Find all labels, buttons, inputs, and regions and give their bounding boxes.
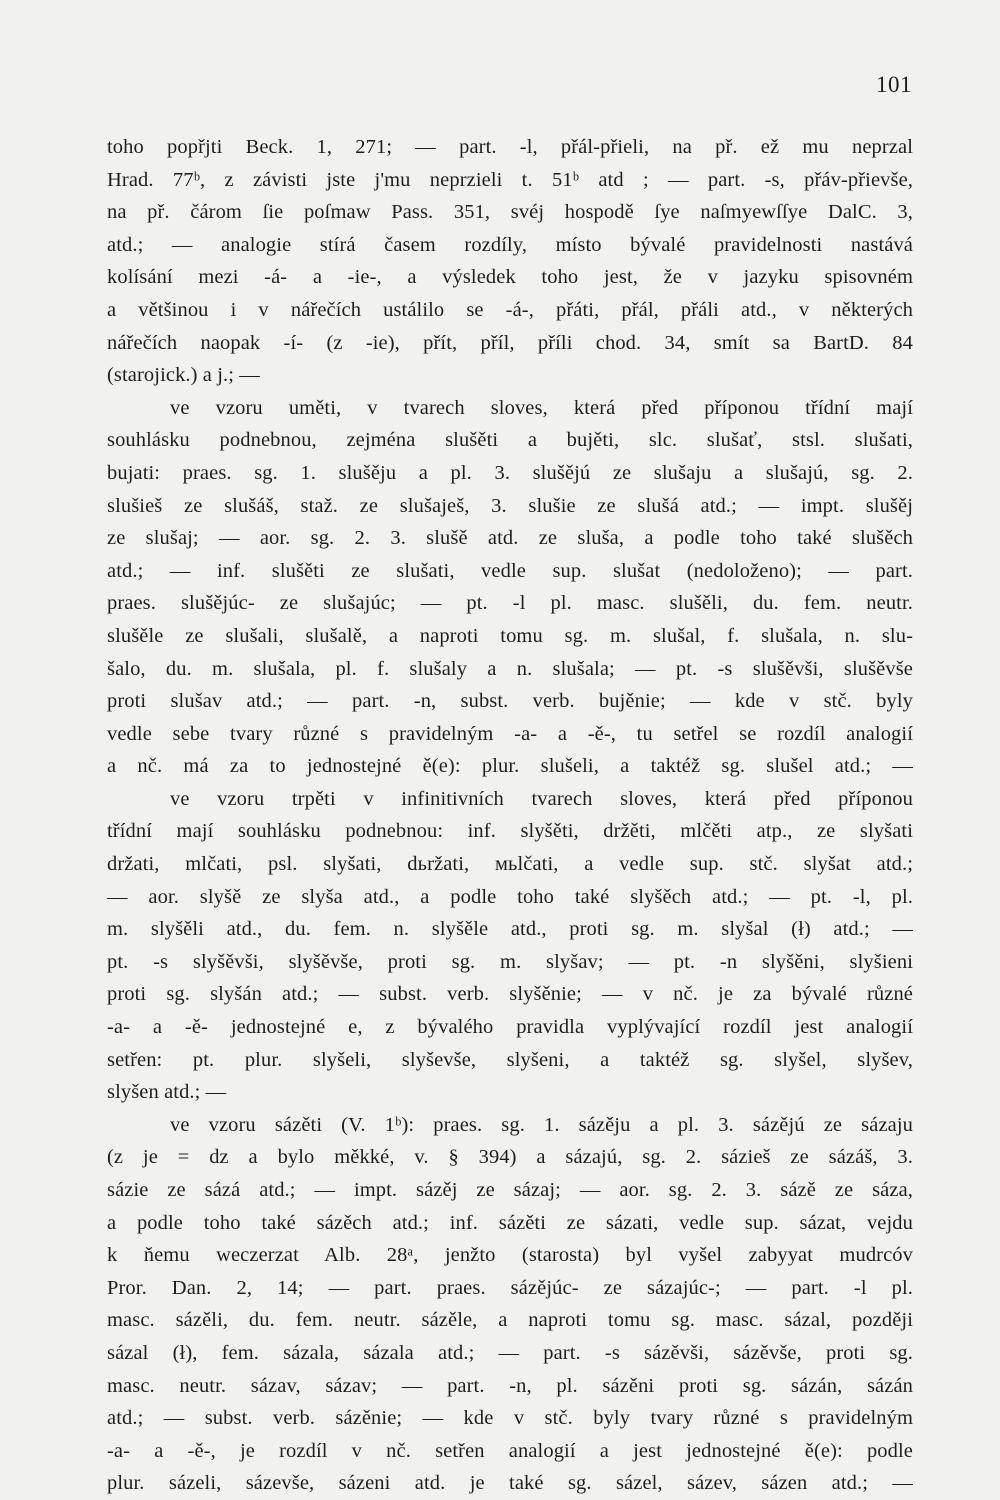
text-line: třídní mají souhlásku podnebnou: inf. slyšěti, držěti, mlčěti atp., ze slyšati [107,820,913,843]
text-line: masc. neutr. sázav, sázav; — part. -n, pl. sázěni proti sg. sázán, sázán [107,1374,913,1397]
text-line: slušěle ze slušali, slušalě, a naproti tomu sg. m. slušal, f. slušala, n. slu- [107,624,913,647]
text-line: atd.; — inf. slušěti ze slušati, vedle sup. slušat (nedoloženo); — part. [107,559,913,582]
text-line: — aor. slyšě ze slyša atd., a podle toho také slyšěch atd.; — pt. -l, pl. [107,885,913,908]
text-line: Pror. Dan. 2, 14; — part. praes. sázějúc- ze sázajúc-; — part. -l pl. [107,1276,913,1299]
text-line: držati, mlčati, psl. slyšati, dьržati, мьlčati, a vedle sup. stč. slyšat atd.; [107,853,913,876]
text-line: kolísání mezi -á- a -ie-, a výsledek toho jest, že v jazyku spisovném [107,266,913,289]
text-line: vedle sebe tvary různé s pravidelným -a- a -ě-, tu setřel se rozdíl analogií [107,722,913,745]
page-number: 101 [876,72,912,97]
text-line: atd.; — analogie stírá časem rozdíly, místo bývalé pravidelnosti nastává [107,233,913,256]
text-line: sázal (ł), fem. sázala, sázala atd.; — part. -s sázěvši, sázěvše, proti sg. [107,1341,913,1364]
text-line: atd.; — subst. verb. sázěnie; — kde v stč. byly tvary různé s pravidelným [107,1407,913,1430]
text-line: nářečích naopak -í- (z -ie), přít, příl, příli chod. 34, smít sa BartD. 84 [107,331,913,354]
text-line: proti sg. slyšán atd.; — subst. verb. slyšěnie; — v nč. je za bývalé různé [107,983,913,1006]
text-line: slyšen atd.; — [107,1081,227,1104]
text-line: a nč. má za to jednostejné ě(e): plur. slušeli, a taktéž sg. slušel atd.; — [107,755,913,778]
text-line: souhlásku podnebnou, zejména slušěti a bujěti, slc. slušať, stsl. slušati, [107,429,913,452]
text-line: na př. čárom ſie poſmaw Pass. 351, svéj hospodě ſye naſmyewſſye DalC. 3, [107,201,913,224]
text-line: m. slyšěli atd., du. fem. n. slyšěle atd., proti sg. m. slyšal (ł) atd.; — [107,918,913,941]
text-line: ve vzoru trpěti v infinitivních tvarech sloves, která před příponou [170,787,913,810]
text-line: bujati: praes. sg. 1. slušěju a pl. 3. slušějú ze slušaju a slušajú, sg. 2. [107,461,913,484]
text-line: masc. sázěli, du. fem. neutr. sázěle, a naproti tomu sg. masc. sázal, později [107,1309,913,1332]
text-line: ve vzoru uměti, v tvarech sloves, která před příponou třídní mají [170,396,913,419]
text-line: šalo, du. m. slušala, pl. f. slušaly a n. slušala; — pt. -s slušěvši, slušěvše [107,657,913,680]
text-line: toho popřjti Beck. 1, 271; — part. -l, přál-přieli, na př. ež mu neprzal [107,136,913,158]
body-text [107,131,913,1500]
text-line: proti slušav atd.; — part. -n, subst. verb. bujěnie; — kde v stč. byly [107,690,913,713]
text-line: sázie ze sázá atd.; — impt. sázěj ze sázaj; — aor. sg. 2. 3. sázě ze sáza, [107,1179,913,1201]
text-line: (starojick.) a j.; — [107,364,260,387]
text-line: pt. -s slyšěvši, slyšěvše, proti sg. m. slyšav; — pt. -n slyšěni, slyšieni [107,950,913,973]
text-line: -a- a -ě-, je rozdíl v nč. setřen analogií a jest jednostejné ě(e): podle [107,1439,913,1462]
text-line: -a- a -ě- jednostejné e, z bývalého pravidla vyplývající rozdíl jest analogií [107,1016,913,1039]
text-line: a podle toho také sázěch atd.; inf. sázěti ze sázati, vedle sup. sázat, vejdu [107,1211,913,1234]
text-line: setřen: pt. plur. slyšeli, slyševše, slyšeni, a taktéž sg. slyšel, slyšev, [107,1048,913,1071]
text-line: plur. sázeli, sázevše, sázeni atd. je také sg. sázel, sázev, sázen atd.; — [107,1472,913,1495]
text-line: a většinou i v nářečích ustálilo se -á-, přáti, přál, přáli atd., v některých [107,298,913,321]
text-line: Hrad. 77ᵇ, z závisti jste j'mu neprzieli t. 51ᵇ atd ; — part. -s, přáv-přievše, [107,168,913,191]
text-line: k ňemu weczerzat Alb. 28ᵃ, jenžto (starosta) byl vyšel zabyyat mudrcóv [107,1244,913,1267]
text-line: slušieš ze slušáš, staž. ze slušaješ, 3. slušie ze slušá atd.; — impt. slušěj [107,494,913,517]
text-line: ve vzoru sázěti (V. 1ᵇ): praes. sg. 1. sázěju a pl. 3. sázějú ze sázaju [170,1113,913,1136]
text-line: praes. slušějúc- ze slušajúc; — pt. -l pl. masc. slušěli, du. fem. neutr. [107,592,913,615]
text-line: (z je = dz a bylo měkké, v. § 394) a sázajú, sg. 2. sázieš ze sázáš, 3. [107,1146,913,1169]
text-line: ze slušaj; — aor. sg. 2. 3. slušě atd. ze sluša, a podle toho také slušěch [107,527,913,550]
